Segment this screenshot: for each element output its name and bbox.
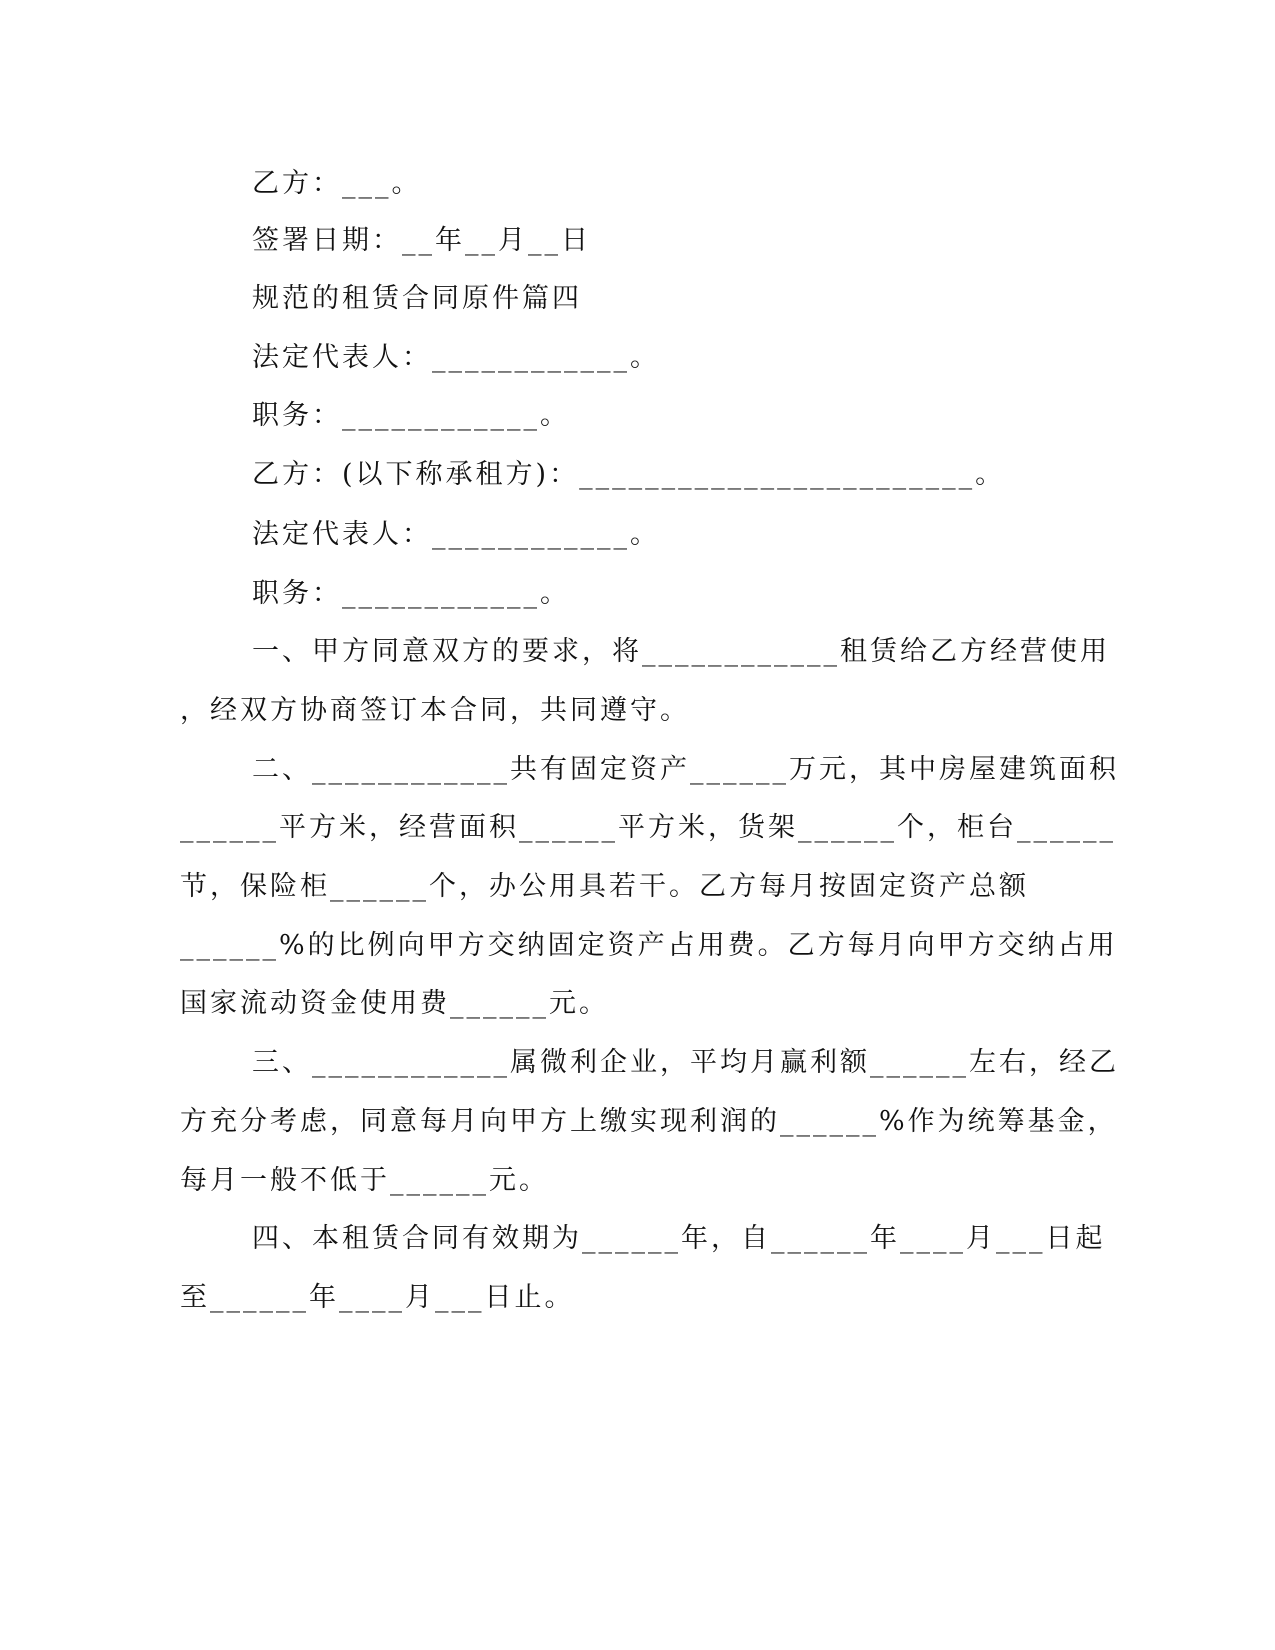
position-line: 职务：____________。 [252,578,570,609]
clause-three-line: 三、____________属微利企业，平均月赢利额______左右，经乙 [252,1047,1119,1078]
position-line: 职务：____________。 [252,400,570,431]
clause-two-line: ______平方米，经营面积______平方米，货架______个，柜台______ [180,812,1116,843]
clause-three-line: 每月一般不低于______元。 [180,1165,549,1196]
legal-representative-line: 法定代表人：____________。 [252,519,660,550]
clause-two-line: ______%的比例向甲方交纳固定资产占用费。乙方每月向甲方交纳占用 [180,930,1118,961]
clause-two-line: 二、____________共有固定资产______万元，其中房屋建筑面积 [252,754,1119,785]
clause-one-line: 一、甲方同意双方的要求，将____________租赁给乙方经营使用 [252,636,1110,667]
clause-two-line: 节，保险柜______个，办公用具若干。乙方每月按固定资产总额 [180,871,1029,902]
clause-one-line: ，经双方协商签订本合同，共同遵守。 [180,695,690,726]
clause-four-line: 至______年____月___日止。 [180,1282,575,1313]
clause-four-line: 四、本租赁合同有效期为______年，自______年____月___日起 [252,1223,1106,1254]
section-heading: 规范的租赁合同原件篇四 [252,283,582,314]
party-b-line: 乙方：___。 [252,168,422,199]
clause-three-line: 方充分考虑，同意每月向甲方上缴实现利润的______%作为统筹基金， [180,1106,1118,1137]
clause-two-line: 国家流动资金使用费______元。 [180,988,609,1019]
lessee-line: 乙方：(以下称承租方)：________________________。 [252,459,1006,490]
legal-representative-line: 法定代表人：____________。 [252,342,660,373]
signing-date-line: 签署日期：__年__月__日 [252,225,591,256]
